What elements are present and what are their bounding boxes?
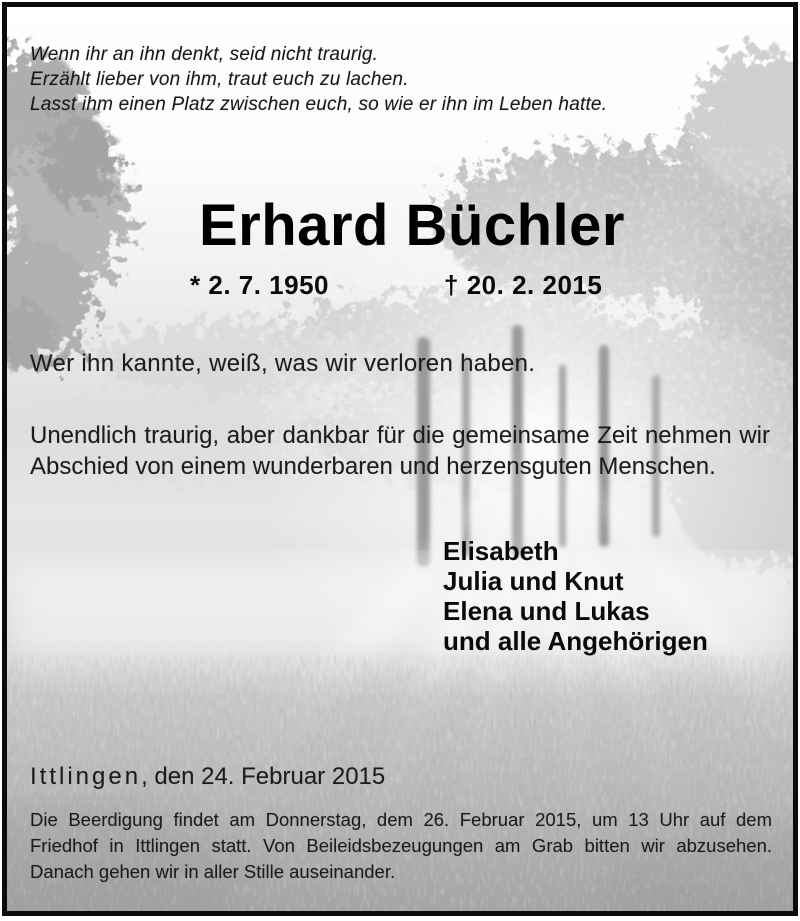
- deceased-name: Erhard Büchler: [199, 193, 625, 258]
- poem-line: Wenn ihr an ihn denkt, seid nicht traurig.: [30, 44, 379, 65]
- died-cross-icon: †: [444, 270, 459, 300]
- place-name: Ittlingen: [30, 763, 142, 790]
- mourner-line: Julia und Knut: [443, 566, 624, 596]
- death-date-value: 20. 2. 2015: [466, 270, 603, 300]
- farewell-line: Unendlich traurig, aber dankbar für die gemeinsame Zeit nehmen wir: [30, 422, 770, 449]
- farewell-line: Abschied von einem wunderbaren und herzensguten Menschen.: [30, 453, 716, 480]
- funeral-line: wir in aller Stille auseinander.: [155, 861, 396, 882]
- funeral-info: [30, 807, 772, 885]
- poem-line: Erzählt lieber von ihm, traut euch zu lachen.: [30, 69, 409, 90]
- farewell-paragraph: [30, 420, 770, 482]
- mourners-list: [443, 536, 708, 656]
- funeral-line: in Ittlingen statt. Von Beileidsbezeugungen am Grab bitten wir abzusehen. Danach gehen: [30, 835, 773, 882]
- mourner-line: Elisabeth: [443, 536, 559, 566]
- poem-line: Lasst ihm einen Platz zwischen euch, so wie er ihn im Leben hatte.: [30, 94, 608, 115]
- death-date: [444, 270, 602, 301]
- dateline-date: , den 24. Februar 2015: [141, 763, 386, 790]
- birth-date: [190, 270, 329, 301]
- life-dates: [0, 270, 800, 304]
- born-asterisk-icon: *: [190, 270, 201, 300]
- dateline: [30, 763, 385, 791]
- memorial-poem: [30, 42, 607, 117]
- tribute-line: Wer ihn kannte, weiß, was wir verloren haben.: [30, 350, 536, 377]
- mourner-line: und alle Angehörigen: [443, 626, 708, 656]
- birth-date-value: 2. 7. 1950: [208, 270, 330, 300]
- funeral-line: Die Beerdigung findet am Donnerstag, dem 26. Februar 2015, um 13 Uhr auf dem Friedhof: [30, 809, 772, 856]
- mourner-line: Elena und Lukas: [443, 596, 650, 626]
